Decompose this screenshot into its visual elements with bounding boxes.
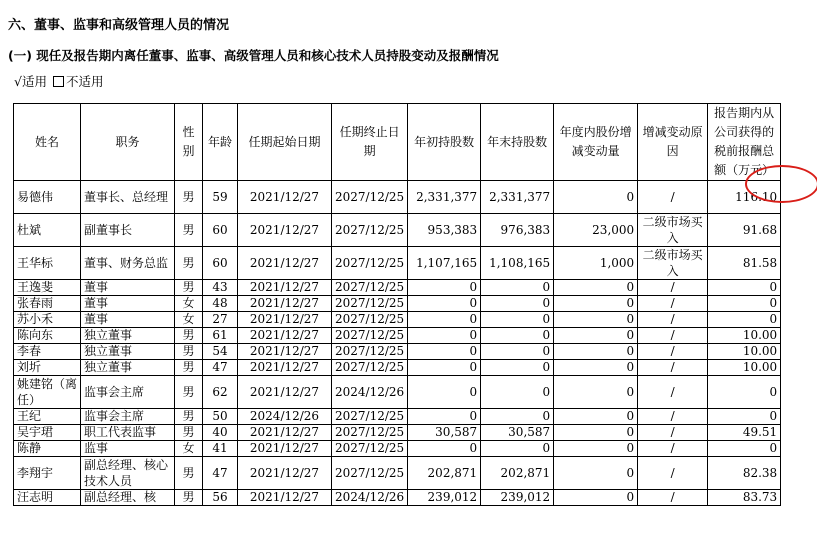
subsection-title: (一) 现任及报告期内离任董事、监事、高级管理人员和核心技术人员持股变动及报酬情况	[8, 48, 499, 63]
cell-shares-change: 1,000	[554, 247, 638, 280]
table-row	[14, 457, 781, 490]
header-term-start: 任期起始日期	[238, 104, 332, 181]
cell-shares-begin: 2,331,377	[408, 181, 481, 214]
cell-change-reason: /	[638, 181, 708, 214]
cell-gender: 男	[175, 344, 203, 360]
cell-compensation: 10.00	[708, 344, 781, 360]
cell-compensation: 0	[708, 312, 781, 328]
cell-compensation: 82.38	[708, 457, 781, 490]
cell-term-end: 2024/12/26	[332, 490, 408, 506]
cell-shares-change: 0	[554, 376, 638, 409]
cell-gender: 男	[175, 247, 203, 280]
header-gender: 性别	[175, 104, 203, 181]
cell-change-reason: /	[638, 441, 708, 457]
cell-position: 副总经理、核	[81, 490, 175, 506]
cell-gender: 女	[175, 312, 203, 328]
cell-term-start: 2021/12/27	[238, 181, 332, 214]
cell-gender: 男	[175, 214, 203, 247]
cell-shares-begin: 0	[408, 376, 481, 409]
cell-gender: 男	[175, 328, 203, 344]
cell-position: 独立董事	[81, 360, 175, 376]
table-row	[14, 360, 781, 376]
cell-term-end: 2027/12/25	[332, 181, 408, 214]
cell-position: 董事	[81, 280, 175, 296]
cell-shares-begin: 30,587	[408, 425, 481, 441]
cell-change-reason: /	[638, 344, 708, 360]
section-title: 六、董事、监事和高级管理人员的情况	[8, 18, 230, 33]
cell-shares-change: 0	[554, 360, 638, 376]
cell-name: 易德伟	[14, 181, 81, 214]
cell-compensation: 0	[708, 376, 781, 409]
cell-age: 60	[203, 214, 238, 247]
table-row	[14, 376, 781, 409]
cell-term-end: 2027/12/25	[332, 312, 408, 328]
cell-name: 杜斌	[14, 214, 81, 247]
cell-change-reason: 二级市场买入	[638, 214, 708, 247]
cell-position: 董事	[81, 296, 175, 312]
table-row	[14, 247, 781, 280]
cell-gender: 男	[175, 181, 203, 214]
cell-term-start: 2021/12/27	[238, 490, 332, 506]
cell-change-reason: /	[638, 312, 708, 328]
cell-shares-begin: 239,012	[408, 490, 481, 506]
cell-term-start: 2021/12/27	[238, 328, 332, 344]
applicable-label: 适用	[21, 74, 47, 89]
cell-age: 47	[203, 360, 238, 376]
cell-shares-end: 0	[481, 296, 554, 312]
cell-term-start: 2021/12/27	[238, 344, 332, 360]
cell-gender: 男	[175, 280, 203, 296]
header-shares-change: 年度内股份增减变动量	[554, 104, 638, 181]
applicable-option[interactable]	[14, 72, 47, 90]
cell-shares-change: 0	[554, 457, 638, 490]
cell-compensation: 91.68	[708, 214, 781, 247]
cell-name: 李翔宇	[14, 457, 81, 490]
cell-change-reason: /	[638, 490, 708, 506]
cell-name: 吴宇珺	[14, 425, 81, 441]
cell-shares-begin: 0	[408, 344, 481, 360]
cell-term-end: 2027/12/25	[332, 296, 408, 312]
cell-position: 独立董事	[81, 328, 175, 344]
cell-shares-change: 0	[554, 490, 638, 506]
cell-age: 61	[203, 328, 238, 344]
cell-gender: 男	[175, 376, 203, 409]
cell-compensation: 116.10	[708, 181, 781, 214]
cell-name: 李春	[14, 344, 81, 360]
cell-term-end: 2027/12/25	[332, 457, 408, 490]
cell-compensation: 0	[708, 296, 781, 312]
cell-shares-change: 0	[554, 441, 638, 457]
cell-shares-end: 976,383	[481, 214, 554, 247]
cell-term-start: 2021/12/27	[238, 312, 332, 328]
cell-gender: 男	[175, 425, 203, 441]
table-row	[14, 214, 781, 247]
cell-name: 刘圻	[14, 360, 81, 376]
cell-change-reason: /	[638, 425, 708, 441]
cell-term-end: 2024/12/26	[332, 376, 408, 409]
cell-position: 董事、财务总监	[81, 247, 175, 280]
cell-position: 监事会主席	[81, 409, 175, 425]
header-age: 年龄	[203, 104, 238, 181]
cell-compensation: 10.00	[708, 328, 781, 344]
cell-term-start: 2021/12/27	[238, 457, 332, 490]
cell-gender: 男	[175, 457, 203, 490]
table-row	[14, 490, 781, 506]
cell-age: 62	[203, 376, 238, 409]
header-shares-begin: 年初持股数	[408, 104, 481, 181]
cell-compensation: 0	[708, 409, 781, 425]
cell-shares-end: 1,108,165	[481, 247, 554, 280]
cell-name: 汪志明	[14, 490, 81, 506]
cell-gender: 女	[175, 441, 203, 457]
cell-shares-begin: 0	[408, 441, 481, 457]
cell-gender: 男	[175, 490, 203, 506]
cell-term-start: 2021/12/27	[238, 360, 332, 376]
cell-position: 监事会主席	[81, 376, 175, 409]
cell-shares-end: 0	[481, 360, 554, 376]
cell-position: 副总经理、核心技术人员	[81, 457, 175, 490]
header-position: 职务	[81, 104, 175, 181]
cell-shares-begin: 1,107,165	[408, 247, 481, 280]
cell-term-end: 2027/12/25	[332, 425, 408, 441]
cell-compensation: 10.00	[708, 360, 781, 376]
cell-age: 50	[203, 409, 238, 425]
table-row	[14, 344, 781, 360]
cell-change-reason: /	[638, 280, 708, 296]
cell-name: 王逸斐	[14, 280, 81, 296]
checkbox-icon	[53, 76, 64, 87]
cell-compensation: 0	[708, 280, 781, 296]
cell-term-start: 2021/12/27	[238, 296, 332, 312]
cell-shares-end: 30,587	[481, 425, 554, 441]
cell-term-start: 2021/12/27	[238, 425, 332, 441]
header-term-end: 任期终止日期	[332, 104, 408, 181]
cell-age: 59	[203, 181, 238, 214]
cell-gender: 女	[175, 296, 203, 312]
cell-age: 54	[203, 344, 238, 360]
table-row	[14, 181, 781, 214]
cell-term-end: 2027/12/25	[332, 344, 408, 360]
cell-compensation: 0	[708, 441, 781, 457]
table-row	[14, 441, 781, 457]
cell-term-start: 2021/12/27	[238, 376, 332, 409]
cell-position: 监事	[81, 441, 175, 457]
red-circle-annotation	[745, 165, 817, 203]
table-row	[14, 312, 781, 328]
cell-term-end: 2027/12/25	[332, 328, 408, 344]
cell-shares-change: 0	[554, 280, 638, 296]
cell-shares-end: 0	[481, 441, 554, 457]
cell-age: 56	[203, 490, 238, 506]
table-row	[14, 425, 781, 441]
cell-term-end: 2027/12/25	[332, 360, 408, 376]
cell-shares-begin: 0	[408, 312, 481, 328]
cell-shares-change: 0	[554, 181, 638, 214]
cell-position: 副董事长	[81, 214, 175, 247]
checkmark-icon: √	[14, 74, 22, 89]
cell-name: 陈向东	[14, 328, 81, 344]
cell-term-start: 2021/12/27	[238, 441, 332, 457]
cell-change-reason: 二级市场买入	[638, 247, 708, 280]
header-shares-end: 年末持股数	[481, 104, 554, 181]
cell-shares-change: 0	[554, 296, 638, 312]
cell-change-reason: /	[638, 457, 708, 490]
cell-position: 董事	[81, 312, 175, 328]
cell-term-start: 2021/12/27	[238, 280, 332, 296]
cell-shares-end: 0	[481, 376, 554, 409]
cell-shares-end: 0	[481, 280, 554, 296]
cell-change-reason: /	[638, 376, 708, 409]
cell-term-end: 2027/12/25	[332, 441, 408, 457]
cell-gender: 男	[175, 360, 203, 376]
header-change-reason: 增减变动原因	[638, 104, 708, 181]
cell-shares-change: 0	[554, 312, 638, 328]
cell-shares-end: 0	[481, 409, 554, 425]
cell-name: 苏小禾	[14, 312, 81, 328]
cell-compensation: 81.58	[708, 247, 781, 280]
table-row	[14, 409, 781, 425]
header-compensation: 报告期内从公司获得的税前报酬总额（万元）	[708, 104, 781, 181]
cell-age: 60	[203, 247, 238, 280]
cell-compensation: 83.73	[708, 490, 781, 506]
table-row	[14, 328, 781, 344]
cell-name: 王华标	[14, 247, 81, 280]
not-applicable-label: 不适用	[65, 74, 104, 89]
cell-compensation: 49.51	[708, 425, 781, 441]
cell-term-start: 2021/12/27	[238, 214, 332, 247]
cell-shares-end: 239,012	[481, 490, 554, 506]
cell-age: 27	[203, 312, 238, 328]
cell-shares-change: 23,000	[554, 214, 638, 247]
table-row	[14, 296, 781, 312]
cell-shares-end: 0	[481, 312, 554, 328]
cell-shares-begin: 0	[408, 360, 481, 376]
cell-age: 40	[203, 425, 238, 441]
personnel-table	[13, 103, 781, 506]
cell-shares-begin: 0	[408, 328, 481, 344]
cell-shares-begin: 0	[408, 280, 481, 296]
cell-term-start: 2024/12/26	[238, 409, 332, 425]
table-header-row	[14, 104, 781, 181]
cell-shares-begin: 0	[408, 409, 481, 425]
not-applicable-option[interactable]	[53, 72, 104, 90]
cell-shares-begin: 953,383	[408, 214, 481, 247]
cell-shares-end: 2,331,377	[481, 181, 554, 214]
cell-shares-change: 0	[554, 425, 638, 441]
cell-shares-begin: 0	[408, 296, 481, 312]
cell-term-end: 2027/12/25	[332, 247, 408, 280]
cell-position: 董事长、总经理	[81, 181, 175, 214]
cell-gender: 男	[175, 409, 203, 425]
cell-name: 陈静	[14, 441, 81, 457]
cell-shares-end: 0	[481, 328, 554, 344]
cell-age: 43	[203, 280, 238, 296]
cell-term-end: 2027/12/25	[332, 280, 408, 296]
cell-age: 41	[203, 441, 238, 457]
cell-position: 职工代表监事	[81, 425, 175, 441]
table-row	[14, 280, 781, 296]
cell-name: 姚建铭（离任）	[14, 376, 81, 409]
cell-change-reason: /	[638, 328, 708, 344]
cell-term-end: 2027/12/25	[332, 214, 408, 247]
cell-term-end: 2027/12/25	[332, 409, 408, 425]
cell-age: 47	[203, 457, 238, 490]
cell-shares-change: 0	[554, 409, 638, 425]
cell-position: 独立董事	[81, 344, 175, 360]
cell-shares-begin: 202,871	[408, 457, 481, 490]
cell-shares-end: 202,871	[481, 457, 554, 490]
header-name: 姓名	[14, 104, 81, 181]
cell-shares-end: 0	[481, 344, 554, 360]
cell-term-start: 2021/12/27	[238, 247, 332, 280]
cell-shares-change: 0	[554, 328, 638, 344]
cell-change-reason: /	[638, 409, 708, 425]
cell-name: 张春雨	[14, 296, 81, 312]
cell-name: 王纪	[14, 409, 81, 425]
cell-change-reason: /	[638, 296, 708, 312]
applicability-options	[14, 72, 110, 90]
cell-shares-change: 0	[554, 344, 638, 360]
cell-change-reason: /	[638, 360, 708, 376]
cell-age: 48	[203, 296, 238, 312]
